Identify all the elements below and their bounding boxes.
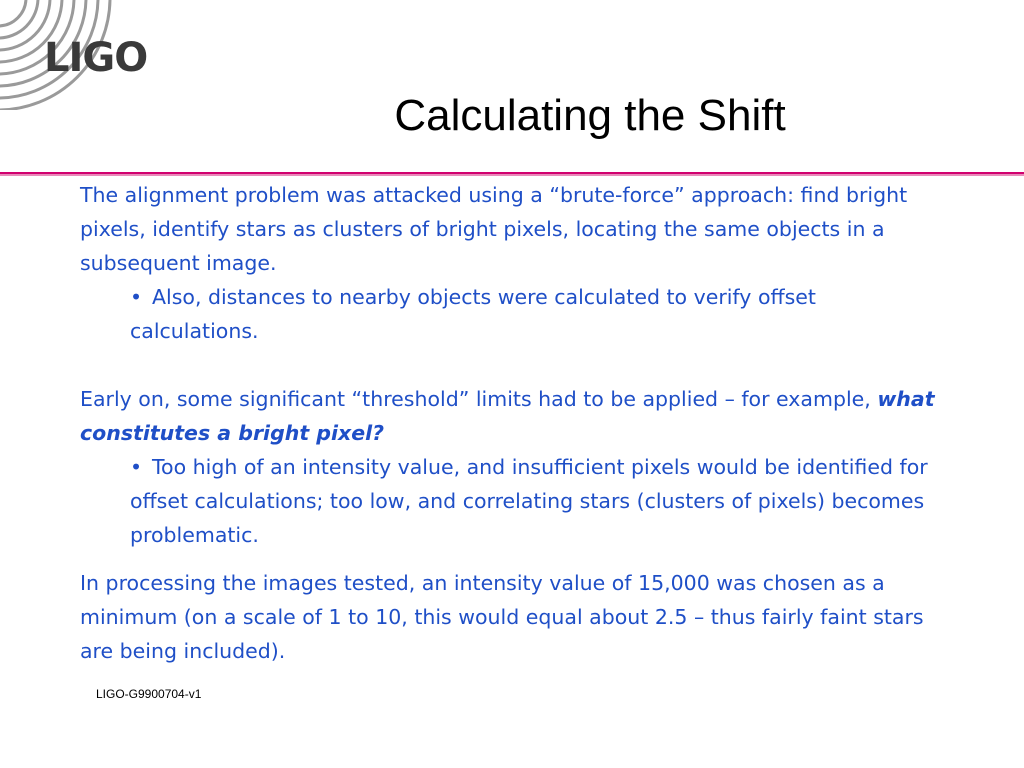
paragraph-processing: In processing the images tested, an intensity value of 15,000 was chosen as a minimum (on a scale of 1 to 10, this would equal about 2.5 – thus fairly faint stars are being included). bbox=[80, 571, 924, 663]
title-divider bbox=[0, 172, 1024, 176]
paragraph-threshold bbox=[80, 382, 950, 450]
bullet-marker: • bbox=[130, 285, 143, 309]
bullet-intensity-text: Too high of an intensity value, and insufficient pixels would be identified for offset calculations; too low, and correlating stars (clusters of pixels) becomes problematic. bbox=[130, 455, 928, 547]
paragraph-approach: The alignment problem was attacked using a “brute-force” approach: find bright pixels, identify stars as clusters of bright pixels, locating the same objects in a subsequent image. bbox=[80, 183, 908, 275]
bullet-marker: • bbox=[130, 455, 143, 479]
paragraph-threshold-text: Early on, some significant “threshold” limits had to be applied – for example, bbox=[80, 387, 871, 411]
spacer bbox=[80, 552, 950, 566]
spacer bbox=[80, 348, 950, 382]
ligo-logo: LIGO bbox=[44, 35, 148, 81]
slide-title: Calculating the Shift bbox=[394, 91, 786, 140]
bullet-distances bbox=[80, 280, 950, 348]
bullet-intensity bbox=[80, 450, 950, 552]
document-id-footer: LIGO-G9900704-v1 bbox=[96, 687, 202, 701]
bullet-distances-text: Also, distances to nearby objects were calculated to verify offset calculations. bbox=[130, 285, 816, 343]
emphasis-bright-pixel: what constitutes a bright pixel? bbox=[80, 387, 935, 445]
slide-body bbox=[80, 178, 950, 668]
